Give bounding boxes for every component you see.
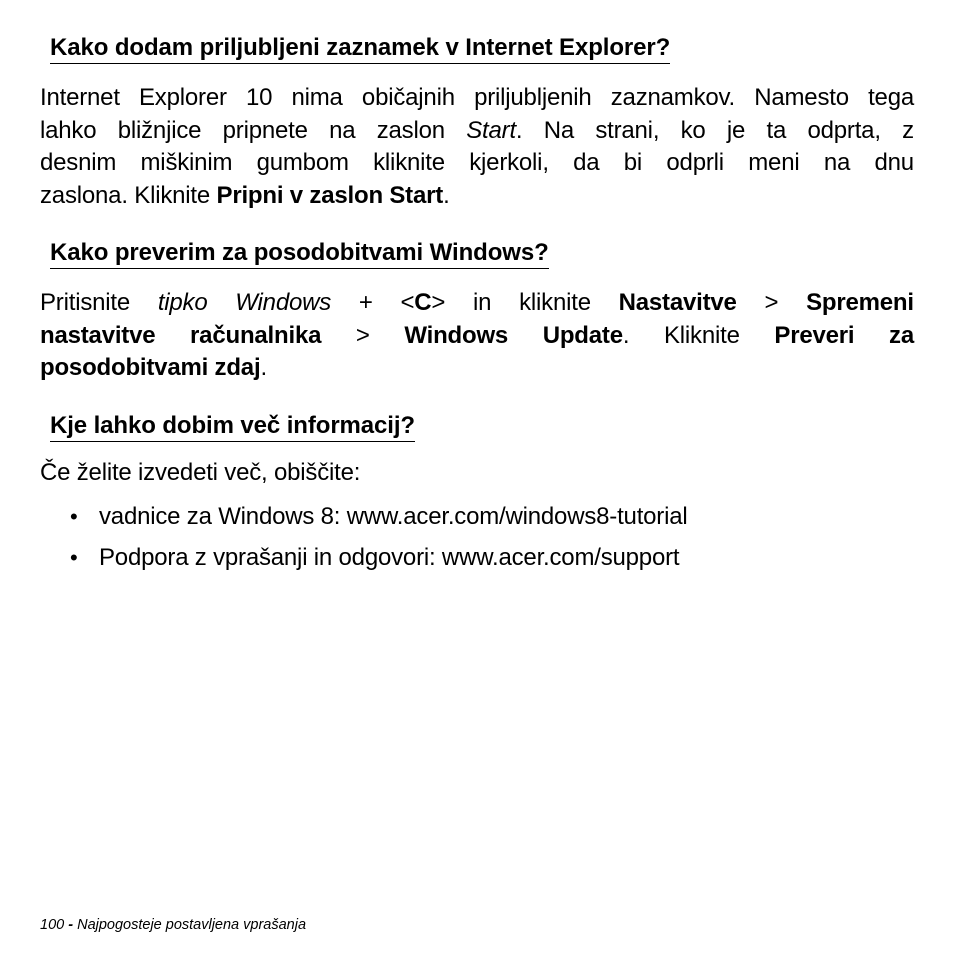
paragraph-line xyxy=(40,147,914,180)
word: 10 xyxy=(245,84,273,111)
paragraph-line xyxy=(40,180,914,213)
paragraph-line xyxy=(40,287,914,320)
list-item xyxy=(40,542,914,583)
word: Preveri xyxy=(774,321,855,349)
word: je xyxy=(726,116,746,144)
list-item-text: vadnice za Windows 8: www.acer.com/windows8-tutorial xyxy=(99,503,688,530)
word: nima xyxy=(291,84,343,111)
section-heading-updates: Kako preverim za posodobitvami Windows? xyxy=(50,238,549,269)
word: <C> xyxy=(400,289,446,316)
paragraph-line xyxy=(40,320,914,353)
word: miškinim xyxy=(140,149,233,176)
section-heading-more-info: Kje lahko dobim več informacij? xyxy=(50,411,415,442)
more-info-list xyxy=(40,501,914,583)
paragraph-line xyxy=(40,352,914,385)
word: kjerkoli, xyxy=(469,149,549,176)
word: posodobitvami xyxy=(40,354,209,381)
word: Internet xyxy=(40,84,120,111)
word: za xyxy=(889,321,914,349)
bullet-icon: • xyxy=(70,504,78,529)
word: > xyxy=(355,321,370,349)
word: gumbom xyxy=(256,149,349,176)
word: zaslon xyxy=(376,116,445,144)
word: Pripni xyxy=(216,181,284,209)
word: Kliknite xyxy=(134,181,211,209)
intro-text: Če želite izvedeti več, obiščite: xyxy=(40,459,361,486)
word: zaznamkov. xyxy=(610,84,736,111)
word: nastavitve xyxy=(40,321,156,349)
word: Na xyxy=(543,116,574,144)
list-item-text: Podpora z vprašanji in odgovori: www.acer.com/support xyxy=(99,544,680,571)
word: + xyxy=(358,289,373,316)
word: kliknite xyxy=(519,289,591,316)
footer-separator: - xyxy=(68,917,78,933)
word: računalnika xyxy=(190,321,322,349)
word: Explorer xyxy=(139,84,227,111)
word: pripnete xyxy=(222,116,308,144)
word: tipko xyxy=(157,289,208,316)
word: lahko xyxy=(40,116,97,144)
word: priljubljenih xyxy=(474,84,592,111)
word: Namesto xyxy=(754,84,849,111)
footer-title: Najpogosteje postavljena vprašanja xyxy=(77,917,307,933)
word: Start. xyxy=(389,181,450,209)
word: Start. xyxy=(466,116,523,144)
word: strani, xyxy=(595,116,660,144)
word: bi xyxy=(623,149,643,176)
word: zaslona. xyxy=(40,181,128,209)
word: desnim xyxy=(40,149,117,176)
word: meni xyxy=(748,149,800,176)
word: Kliknite xyxy=(663,321,740,349)
word: Update. xyxy=(542,321,630,349)
word: Spremeni xyxy=(806,289,914,316)
paragraph-line xyxy=(40,115,914,148)
word: ko xyxy=(680,116,706,144)
list-item xyxy=(40,501,914,542)
word: Windows xyxy=(235,289,332,316)
paragraph-line xyxy=(40,82,914,115)
word: z xyxy=(902,116,914,144)
bullet-icon: • xyxy=(70,545,78,570)
paragraph-favorites-body xyxy=(40,82,914,212)
section-heading-favorites: Kako dodam priljubljeni zaznamek v Internet Explorer? xyxy=(50,33,670,64)
word: Nastavitve xyxy=(618,289,737,316)
word: zaslon xyxy=(309,181,383,209)
word: v xyxy=(289,181,303,209)
page-number: 100 xyxy=(40,917,69,933)
paragraph-updates-body xyxy=(40,287,914,385)
word: kliknite xyxy=(373,149,445,176)
word: tega xyxy=(868,84,914,111)
word: običajnih xyxy=(361,84,455,111)
word: Windows xyxy=(404,321,509,349)
word: bližnjice xyxy=(117,116,202,144)
word: na xyxy=(823,149,851,176)
word: ta xyxy=(766,116,787,144)
word: na xyxy=(329,116,356,144)
word: odprli xyxy=(666,149,724,176)
word: odprta, xyxy=(807,116,881,144)
paragraph-more-info-intro xyxy=(40,457,914,490)
word: da xyxy=(573,149,600,176)
word: > xyxy=(764,289,779,316)
word: in xyxy=(473,289,492,316)
page-footer xyxy=(40,917,306,933)
word: dnu xyxy=(874,149,914,176)
word: zdaj. xyxy=(214,354,267,381)
word: Pritisnite xyxy=(40,289,131,316)
